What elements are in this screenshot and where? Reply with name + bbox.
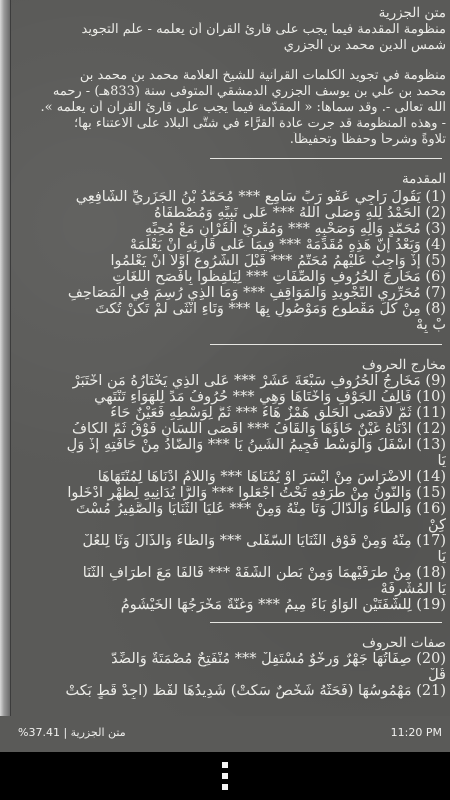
verse-line: (1) يَقُولُ رَاجِي عَفْوِ رَبٍّ سَامِعِ *** مُحَمَّدُ بْنُ الْجَزَرِيِّ الشَّافِعِي	[75, 190, 446, 205]
intro-line: منظومة المقدمة فيما يجب على قارئ القرآن أن يعلمه - علم التجويد	[81, 22, 446, 37]
verse-line: (9) مَخَارِجُ الْحُرُوفِ سَبْعَةَ عَشَرْ *** عَلَى الَّذِي يَخْتَارُهُ مَنِ اخْتَبَرْ	[72, 374, 446, 389]
book-progress: متن الجزرية | 37.41%	[18, 726, 126, 739]
verse-line: (19) لِلشَّفَتَيْنِ الْوَاوُ بَاءٌ مِيمُ *** وَغُنَّةٌ مَخْرَجُهَا الْخَيْشُومُ	[120, 598, 446, 613]
verse-line: يَا	[437, 454, 446, 469]
verse-line: (16) وَالطَّاءُ وَالدَّالُ وَتَا مِنْهُ وَمِنْ *** عُلْيَا الثَّنَايَا وَالصَّفِيرُ مُسْتَ	[76, 502, 446, 517]
section-heading: المقدمة	[401, 172, 446, 187]
verse-line: قُلْ	[428, 668, 446, 683]
verse-line: يَا	[437, 550, 446, 565]
verse-line: كِنْ	[428, 518, 446, 533]
verse-line: (2) الْحَمْدُ لِلَّهِ وَصَلَّى اللَّهُ *** عَلَى نَبِيِّهِ وَمُصْطَفَاهُ	[154, 206, 446, 221]
verse-line: (20) صِفَاتُهَا جَهْرٌ وَرِخْوٌ مُسْتَفِلْ *** مُنْفَتِحٌ مُصْمَتَةٌ وَالضِّدَّ	[111, 652, 446, 667]
book-content	[14, 0, 448, 716]
section-divider	[210, 158, 442, 159]
verse-line: (14) الاَضْرَاسَ مِنْ أَيْسَرَ أَوْ يُمْنَاهَا *** وَاللاَّمُ أَدْنَاهَا لِمُنْتَهَاهَا	[97, 470, 446, 485]
system-navigation-bar	[0, 752, 450, 800]
section-divider	[210, 344, 442, 345]
verse-line: (15) وَالنُّونُ مِنْ طَرَفِهِ تَحْتُ اجْعَلُوا *** وَالرَّا يُدَانِيهِ لِظَهْرٍ أَدْخَلُوا	[67, 486, 446, 501]
section-heading: مخارج الحروف	[361, 358, 446, 373]
verse-line: (10) فَأَلِفُ الْجَوْفِ وَأُخْتَاهَا وَهِي *** حُرُوفُ مَدٍّ لِلْهَوَاءِ تَنْتَهِي	[94, 390, 446, 405]
description-line: الله تعالى -. وقد سماها: « المقدّمة فيما يجب على قارئ القرآن أن يعلمه ».	[40, 100, 446, 115]
verse-line: (21) مَهْمُوسُهَا (فَحَثَّهُ شَخْصٌ سَكَتْ) شَدِيدُهَا لَفْظُ (أَجِدْ قَطٍ بَكَتْ	[65, 684, 446, 699]
verse-line: (8) مِنْ كُلِّ مَقْطُوعٍ وَمَوْصُولٍ بِهَا *** وَتَاءِ أُنْثَى لَمْ تَكُنْ تُكْتَ	[95, 302, 446, 317]
description-line: منظومة في تجويد الكلمات القرآنية للشيخ العلامة محمد بن محمد بن	[79, 68, 446, 83]
verse-line: (5) إِذْ وَاجِبٌ عَلَيْهِمُ مُحَتَّمُ *** قَبْلَ الشُّرُوعِ أَوَّلاً أَنْ يَعْلَمُوا	[110, 254, 446, 269]
verse-line: (13) أَسْفَلُ وَالْوَسْطُ فَجِيمُ الشِّينُ يَا *** وَالضَّادُ مِنْ حَافَتِهِ إِذْ وَلِ	[66, 438, 446, 453]
clock-time: 11:20 PM	[390, 726, 442, 739]
verse-line: (7) مُحَرِّرِي التَّجْوِيدِ وَالْمَوَاقِفِ *** وَمَا الَّذِي رُسِمَ فِي الْمَصَاحِفِ	[67, 286, 446, 301]
verse-line: (17) مِنْهُ وَمِنْ فَوْقِ الثَّنَايَا السُّفْلَى *** وَالظَّاءُ وَالذَّالُ وَثَا لِلْعُلْ	[82, 534, 446, 549]
verse-line: (12) أَدْنَاهُ غَيْنٌ خَاؤُهَا وَالْقَافُ *** أَقْصَى اللِّسَانِ فَوْقُ ثُمَّ الْكَافُ	[72, 422, 446, 437]
section-heading: صفات الحروف	[362, 636, 446, 651]
verse-line: يَا الْمُشْرِفَهْ	[380, 582, 446, 597]
verse-line: (4) وَبَعْدُ إِنَّ هَذِهِ مُقَدِّمَهْ *** فِيمَا عَلَى قَارِئِهِ أَنْ يَعْلَمَهْ	[129, 238, 446, 253]
intro-line: شمس الدين محمد بن الجزري	[283, 38, 446, 53]
reader-status-footer	[0, 716, 450, 752]
book-title: متن الجزرية	[378, 6, 446, 21]
verse-line: (6) مَخَارِجَ الْحُرُوفِ وَالصِّفَاتِ *** لِيَلْفِظُوا بِأَفْصَحِ اللُّغَاتِ	[112, 270, 446, 285]
section-divider	[210, 622, 442, 623]
verse-line: (3) مُحَمَّدٍ وَآلِهِ وَصَحْبِهِ *** وَمُقْرِئِ الْقُرْآنِ مَعْ مُحِبِّهِ	[144, 222, 446, 237]
verse-line: (18) مِنْ طَرَفَيْهِمَا وَمِنْ بَطْنِ الشَّفَهْ *** فَالْفَا مَعَ اطْرَافِ الثَّنَا	[82, 566, 446, 581]
verse-line: بْ بِهْ	[415, 318, 446, 333]
description-line: تلاوةً وشرحاً وحفظاً وتحفيظاً.	[289, 132, 446, 147]
overflow-menu-icon[interactable]	[218, 762, 232, 790]
description-line: محمد بن علي بن يوسف الجزري الدمشقي المتوفى سنة (833هـ) - رحمه	[52, 84, 446, 99]
verse-line: (11) ثُمَّ لأَقْصَى الْحَلْقِ هَمْزٌ هَاءُ *** ثُمَّ لِوَسْطِهِ فَعَيْنٌ حَاءُ	[110, 406, 446, 421]
description-line: - وهذه المنظومة قد جرت عادة القرَّاء في شتَّى البلاد على الاعتناء بها؛	[74, 116, 446, 131]
page-curl-edge[interactable]	[0, 0, 11, 740]
